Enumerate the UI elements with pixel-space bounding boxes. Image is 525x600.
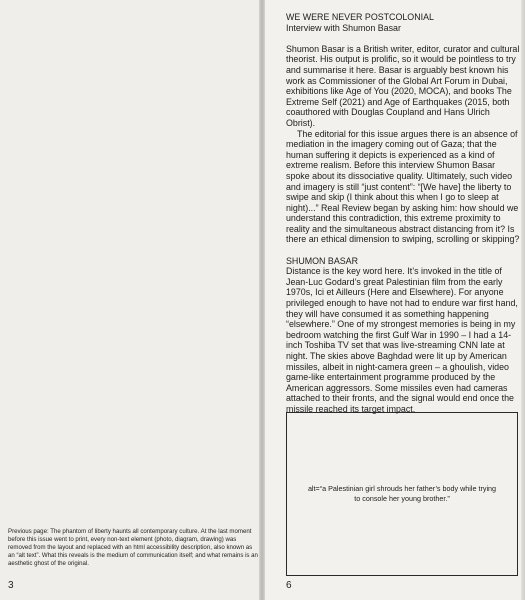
page-edge xyxy=(521,0,525,600)
image-alt-text: alt=“a Palestinian girl shrouds her father’s body while trying to console her young brother.” xyxy=(307,484,497,503)
speaker-name: SHUMON BASAR xyxy=(286,255,358,266)
image-placeholder-frame xyxy=(286,412,518,576)
intro-paragraph: Shumon Basar is a British writer, editor, curator and cultural theorist. His output is prolific, so it would be pointless to try and summarise it here. Basar is arguably best known his work as Commissioner of the Global Art Forum in Dubai, exhibitions like Age of You (2020, MOCA), and books The Extreme Self (2021) and Age of Earthquakes (2015, both coauthored with Douglas Coupland and Hans Ulrich Obrist). xyxy=(286,43,520,128)
article-body xyxy=(286,12,520,415)
left-page-caption: Previous page: The phantom of liberty haunts all contemporary culture. At the last moment before this issue went to print, every non-text element (photo, diagram, drawing) was removed from the layout and replaced with an html accessibility description, also known as an “alt text”. What this reveals is the medium of communication itself; and what remains is an aesthetic ghost of the original. xyxy=(8,528,258,567)
question-paragraph: The editorial for this issue argues there is an absence of mediation in the imagery coming out of Gaza; that the human suffering it depicts is experienced as a kind of extreme realism. Before this interview Shumon Basar spoke about its dissociative quality. Ultimately, such video and imagery is still “just content”: “[We have] the liberty to swipe and skip (I think about this when I go to sleep at night)...” Real Review began by asking him: how should we understand this contradiction, this extreme proximity to reality and the simultaneous abstract distancing from it? Is there an ethical dimension to swiping, scrolling or skipping? xyxy=(286,128,520,245)
right-page-number: 6 xyxy=(286,580,292,591)
article-subtitle: Interview with Shumon Basar xyxy=(286,22,401,33)
article-title: WE WERE NEVER POSTCOLONIAL xyxy=(286,12,434,22)
left-page-number: 3 xyxy=(8,580,14,591)
answer-paragraph: Distance is the key word here. It’s invoked in the title of Jean-Luc Godard’s great Palestinian film from the early 1970s, Ici et Ailleurs (Here and Elsewhere). For anyone privileged enough to have not had to endure war first hand, they will have consumed it as something happening “elsewhere.” One of my strongest memories is being in my bedroom watching the first Gulf War in 1990 – I had a 14-inch Toshiba TV set that was live-streaming CNN late at night. The skies above Baghdad were lit up by American missiles, albeit in night-camera green – a ghoulish, video game-like entertainment programme produced by the American aggressors. Some missiles even had cameras attached to their fronts, and the signal would end once the missile reached its target impact. xyxy=(286,266,518,414)
left-page xyxy=(0,0,259,600)
